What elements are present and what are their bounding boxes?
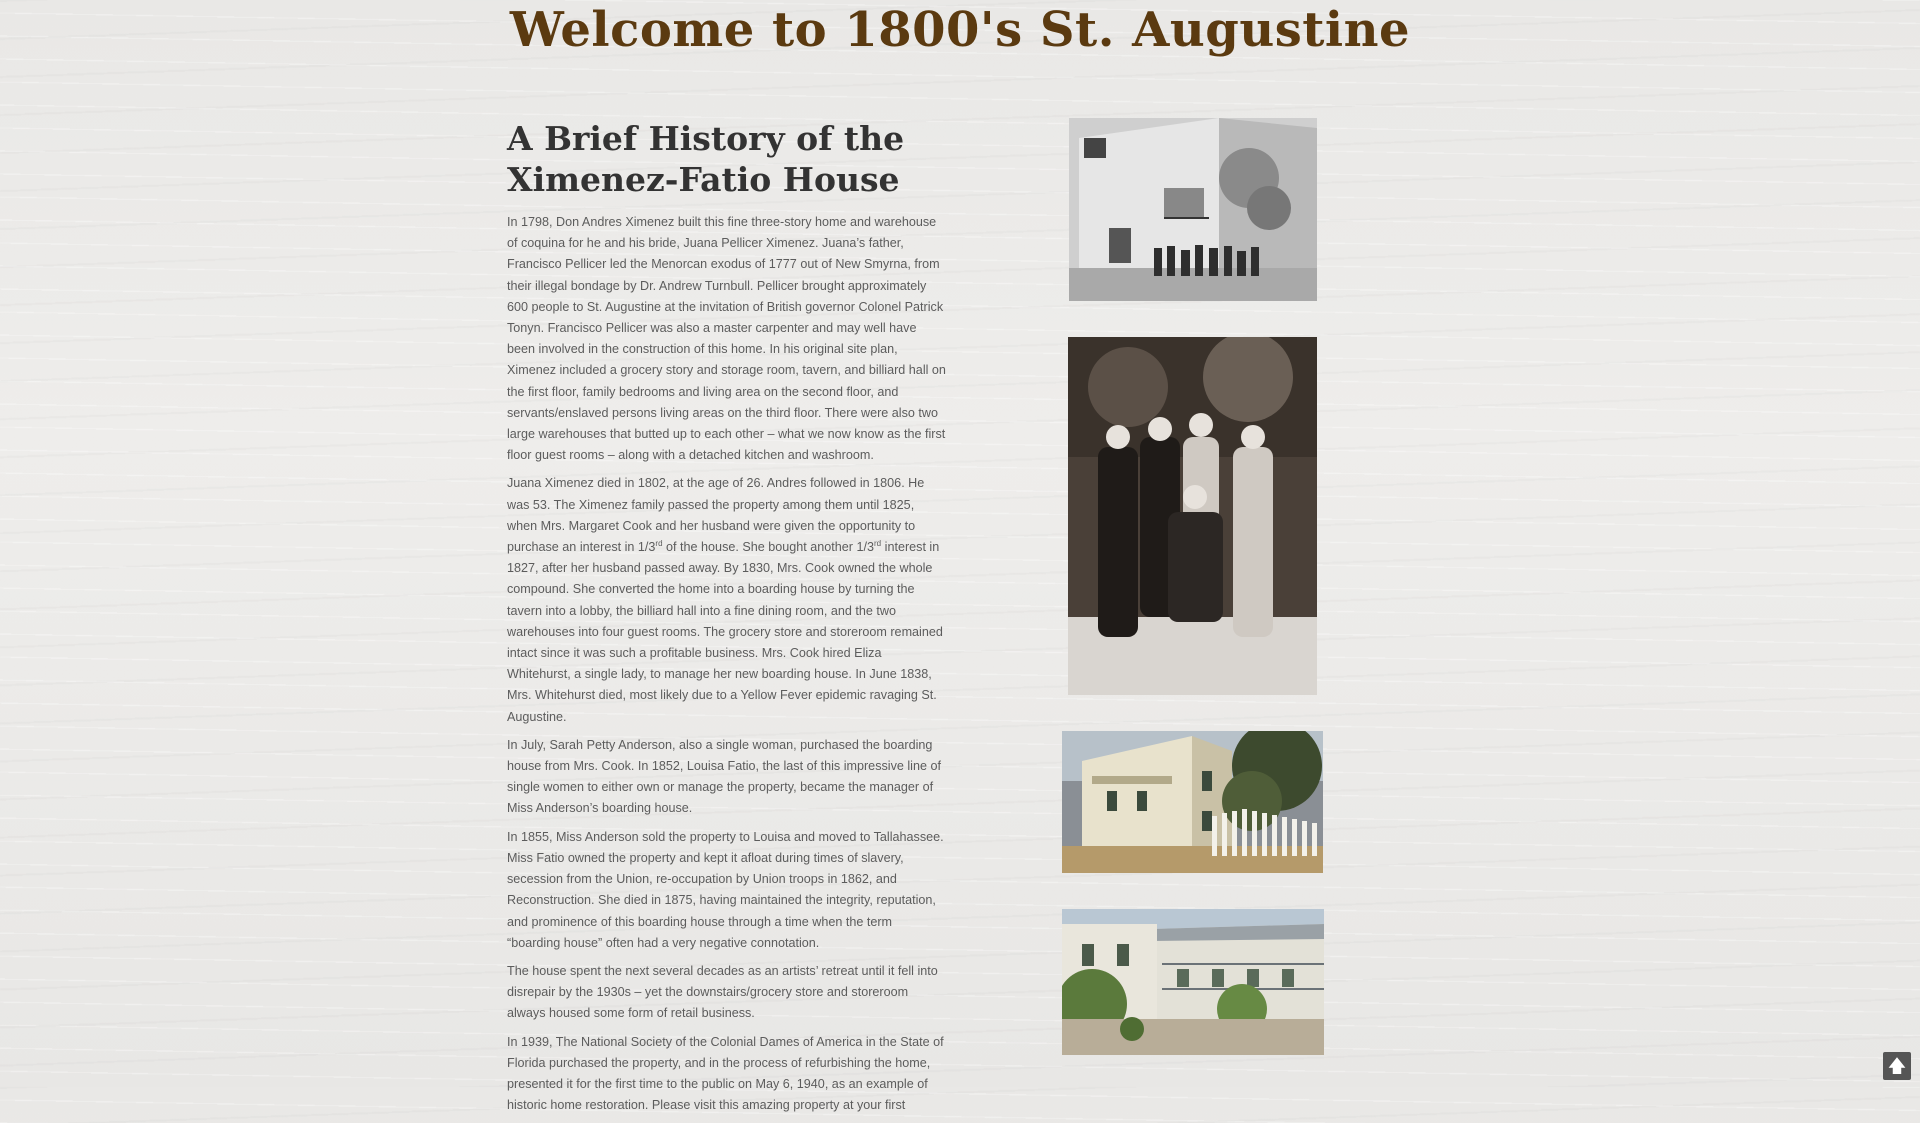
paragraph-2-part-c: interest in 1827, after her husband passed away. By 1830, Mrs. Cook owned the whole compound. She converted the home into a boarding house by turning the tavern into a lobby, the billiard hall into a fine dining room, and the two warehouses into four guest rooms. The grocery store and storeroom remained intact since it was such a profitable business. Mrs. Cook hired Eliza Whitehurst, a single lady, to manage her new boarding house. In June 1838, Mrs. Whitehurst died, most likely due to a Yellow Fever epidemic ravaging St. Augustine.: [507, 540, 943, 724]
heading-line-2: Ximenez-Fatio House: [507, 160, 900, 199]
paragraph-5: The house spent the next several decades as an artists’ retreat until it fell into disrepair by the 1930s – yet the downstairs/grocery store and storeroom always housed some form of retail business.: [507, 963, 938, 1021]
paragraph-3: In July, Sarah Petty Anderson, also a single woman, purchased the boarding house from Mrs. Cook. In 1852, Louisa Fatio, the last of this impressive line of single women to either own or manage the property, became the manager of Miss Anderson’s boarding house.: [507, 737, 941, 816]
paragraph-2-part-a: Juana Ximenez died in 1802, at the age of 26. Andres followed in 1806. He was 53. The Ximenez family passed the property among them until 1825, when Mrs. Margaret Cook and her husband were given the opportunity to purchase an interest in 1/3: [507, 476, 925, 555]
site-title: Welcome to 1800's St. Augustine: [509, 2, 1411, 58]
ordinal-suffix: rd: [655, 538, 663, 548]
article-heading: [507, 118, 947, 200]
women-group-photo: [1068, 337, 1317, 695]
paragraph-6: In 1939, The National Society of the Colonial Dames of America in the State of Florida purchased the property, and in the process of refurbishing the home, presented it for the first time to the public on May 6, 1940, as an example of historic home restoration. Please visit this amazing property at your first: [507, 1034, 944, 1113]
paragraph-4: In 1855, Miss Anderson sold the property to Louisa and moved to Tallahassee. Miss Fatio owned the property and kept it afloat during times of slavery, secession from the Union, re-occupation by Union troops in 1862, and Reconstruction. She died in 1875, having maintained the integrity, reputation, and prominence of this boarding house through a time when the term “boarding house” often had a very negative connotation.: [507, 829, 944, 950]
historic-house-photo: [1069, 118, 1317, 301]
heading-line-1: A Brief History of the: [507, 119, 905, 158]
ordinal-suffix: rd: [874, 538, 882, 548]
courtyard-photo: [1062, 909, 1324, 1055]
scroll-to-top-button[interactable]: [1883, 1052, 1911, 1080]
article: [507, 118, 947, 1123]
paragraph-2-part-b: of the house. She bought another 1/3: [662, 540, 875, 555]
paragraph-1: In 1798, Don Andres Ximenez built this fine three-story home and warehouse of coquina for he and his bride, Juana Pellicer Ximenez. Juana’s father, Francisco Pellicer led the Menorcan exodus of 1777 out of New Smyrna, from their illegal bondage by Dr. Andrew Turnbull. Pellicer brought approximately 600 people to St. Augustine at the invitation of British governor Colonel Patrick Tonyn. Francisco Pellicer was also a master carpenter and may well have been involved in the construction of this home. In his original site plan, Ximenez included a grocery story and storage room, tavern, and billiard hall on the first floor, family bedrooms and living area on the second floor, and servants/enslaved persons living areas on the third floor. There were also two large warehouses that butted up to each other – what we now know as the first floor guest rooms – along with a detached kitchen and washroom.: [507, 215, 946, 463]
arrow-up-icon: 🡅: [1887, 1056, 1907, 1076]
house-exterior-photo: [1062, 731, 1323, 873]
paragraph-2: [507, 473, 947, 727]
